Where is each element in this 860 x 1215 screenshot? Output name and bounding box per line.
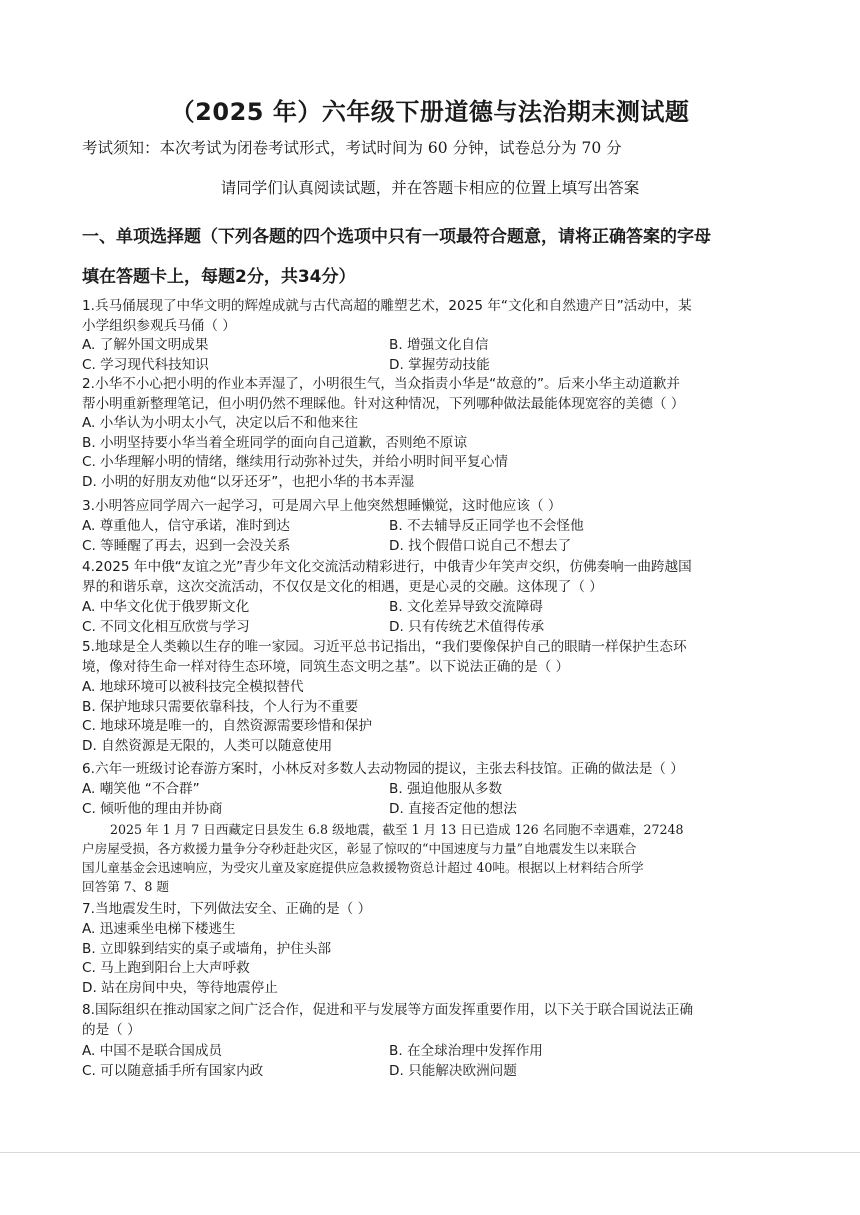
option-c: C. 不同文化相互欣赏与学习 bbox=[82, 618, 250, 635]
option-a: A. 中国不是联合国成员 bbox=[82, 1043, 223, 1059]
question-8-options bbox=[82, 1042, 782, 1081]
option-c: C. 倾听他的理由并协商 bbox=[82, 800, 223, 817]
question-stem: 7.当地震发生时，下列做法安全、正确的是（ ） bbox=[82, 901, 372, 917]
exam-instruction: 请同学们认真阅读试题，并在答题卡相应的位置上填写出答案 bbox=[220, 179, 640, 197]
question-stem: 8.国际组织在推动国家之间广泛合作，促进和平与发展等方面发挥重要作用，以下关于联合国说法正确 bbox=[82, 1002, 694, 1018]
passage-line: 回答第 7、8 题 bbox=[82, 879, 170, 894]
option-b: B. 不去辅导反正同学也不会怪他 bbox=[389, 518, 584, 534]
option-d: D. 掌握劳动技能 bbox=[389, 356, 490, 373]
option-d: D. 只能解决欧洲问题 bbox=[389, 1062, 517, 1079]
option-b: B. 立即躲到结实的桌子或墙角，护住头部 bbox=[82, 940, 332, 957]
question-stem: 境，像对待生命一样对待生态环境，同筑生态文明之基”。以下说法正确的是（ ） bbox=[82, 658, 570, 675]
passage-line: 户房屋受损，各方救援力量争分夺秒赶赴灾区，彰显了惊叹的“中国速度与力量”自地震发生以来联合 bbox=[82, 841, 637, 856]
option-c: C. 马上跑到阳台上大声呼救 bbox=[82, 960, 250, 976]
option-d: D. 直接否定他的想法 bbox=[389, 800, 517, 817]
question-7 bbox=[82, 900, 782, 920]
option-b: B. 小明坚持要小华当着全班同学的面向自己道歉，否则绝不原谅 bbox=[82, 434, 467, 451]
option-a: A. 地球环境可以被科技完全模拟替代 bbox=[82, 679, 304, 695]
reading-passage bbox=[82, 820, 782, 896]
page-divider bbox=[0, 1152, 860, 1153]
question-5-options bbox=[82, 678, 782, 756]
question-7-options bbox=[82, 920, 782, 998]
option-a: A. 尊重他人，信守承诺，准时到达 bbox=[82, 518, 291, 534]
option-b: B. 文化差异导致交流障碍 bbox=[389, 599, 543, 615]
question-4-options bbox=[82, 598, 782, 637]
page-title: （2025 年）六年级下册道德与法治期末测试题 bbox=[170, 98, 690, 126]
question-stem: 1.兵马俑展现了中华文明的辉煌成就与古代高超的雕塑艺术，2025 年“文化和自然遗产日”活动中，某 bbox=[82, 298, 692, 314]
option-a: A. 嘲笑他 “不合群” bbox=[82, 781, 200, 797]
option-d: D. 找个假借口说自己不想去了 bbox=[389, 537, 572, 554]
question-1-options bbox=[82, 336, 782, 375]
option-b: B. 在全球治理中发挥作用 bbox=[389, 1043, 543, 1059]
section-heading-line1: 一、单项选择题（下列各题的四个选项中只有一项最符合题意，请将正确答案的字母 bbox=[82, 227, 711, 247]
option-d: D. 只有传统艺术值得传承 bbox=[389, 618, 545, 635]
option-a: A. 了解外国文明成果 bbox=[82, 337, 209, 353]
option-d: D. 小明的好朋友劝他“以牙还牙”，也把小华的书本弄湿 bbox=[82, 473, 415, 490]
question-stem: 5.地球是全人类赖以生存的唯一家园。习近平总书记指出，“我们要像保护自己的眼睛一样保护生态环 bbox=[82, 639, 687, 655]
question-4 bbox=[82, 558, 782, 597]
option-c: C. 学习现代科技知识 bbox=[82, 356, 209, 373]
question-stem: 界的和谐乐章，这次交流活动，不仅仅是文化的相遇，更是心灵的交融。这体现了（ ） bbox=[82, 578, 603, 595]
question-2-options bbox=[82, 414, 782, 492]
option-c: C. 小华理解小明的情绪，继续用行动弥补过失，并给小明时间平复心情 bbox=[82, 454, 508, 470]
question-stem: 帮小明重新整理笔记，但小明仍然不理睬他。针对这种情况，下列哪种做法最能体现宽容的美德（ ） bbox=[82, 395, 685, 412]
question-1 bbox=[82, 297, 782, 336]
option-c: C. 地球环境是唯一的，自然资源需要珍惜和保护 bbox=[82, 718, 373, 734]
option-d: D. 自然资源是无限的，人类可以随意使用 bbox=[82, 737, 333, 754]
option-b: B. 增强文化自信 bbox=[389, 337, 489, 353]
question-stem: 3.小明答应同学周六一起学习，可是周六早上他突然想睡懒觉，这时他应该（ ） bbox=[82, 498, 562, 514]
option-d: D. 站在房间中央，等待地震停止 bbox=[82, 979, 278, 996]
option-a: A. 小华认为小明太小气，决定以后不和他来往 bbox=[82, 415, 358, 431]
option-a: A. 中华文化优于俄罗斯文化 bbox=[82, 599, 250, 615]
option-a: A. 迅速乘坐电梯下楼逃生 bbox=[82, 921, 236, 937]
question-8 bbox=[82, 1001, 782, 1040]
question-6 bbox=[82, 760, 782, 780]
section-heading-line2: 填在答题卡上，每题2分，共34分） bbox=[82, 267, 356, 287]
passage-line: 国儿童基金会迅速响应，为受灾儿童及家庭提供应急救援物资总计超过 40吨。根据以上材料结合所学 bbox=[82, 860, 644, 875]
option-b: B. 强迫他服从多数 bbox=[389, 781, 503, 797]
question-5 bbox=[82, 638, 782, 677]
exam-notice: 考试须知：本次考试为闭卷考试形式，考试时间为 60 分钟，试卷总分为 70 分 bbox=[82, 139, 622, 157]
question-stem: 6.六年一班级讨论春游方案时，小林反对多数人去动物园的提议，主张去科技馆。正确的做法是（ ） bbox=[82, 761, 684, 777]
question-3-options bbox=[82, 517, 782, 556]
question-3 bbox=[82, 497, 782, 517]
option-c: C. 等睡醒了再去，迟到一会没关系 bbox=[82, 537, 291, 554]
question-stem: 2.小华不小心把小明的作业本弄湿了，小明很生气，当众指责小华是“故意的”。后来小华主动道歉并 bbox=[82, 376, 680, 392]
question-stem: 小学组织参观兵马俑（ ） bbox=[82, 317, 236, 334]
question-stem: 4.2025 年中俄“友谊之光”青少年文化交流活动精彩进行，中俄青少年笑声交织，仿佛奏响一曲跨越国 bbox=[82, 559, 692, 575]
question-2 bbox=[82, 375, 782, 414]
option-c: C. 可以随意插手所有国家内政 bbox=[82, 1062, 264, 1079]
question-stem: 的是（ ） bbox=[82, 1021, 141, 1038]
option-b: B. 保护地球只需要依靠科技，个人行为不重要 bbox=[82, 698, 359, 715]
passage-line: 2025 年 1 月 7 日西藏定日县发生 6.8 级地震，截至 1 月 13 日已造成 126 名同胞不幸遇难，27248 bbox=[110, 822, 684, 837]
question-6-options bbox=[82, 780, 782, 819]
